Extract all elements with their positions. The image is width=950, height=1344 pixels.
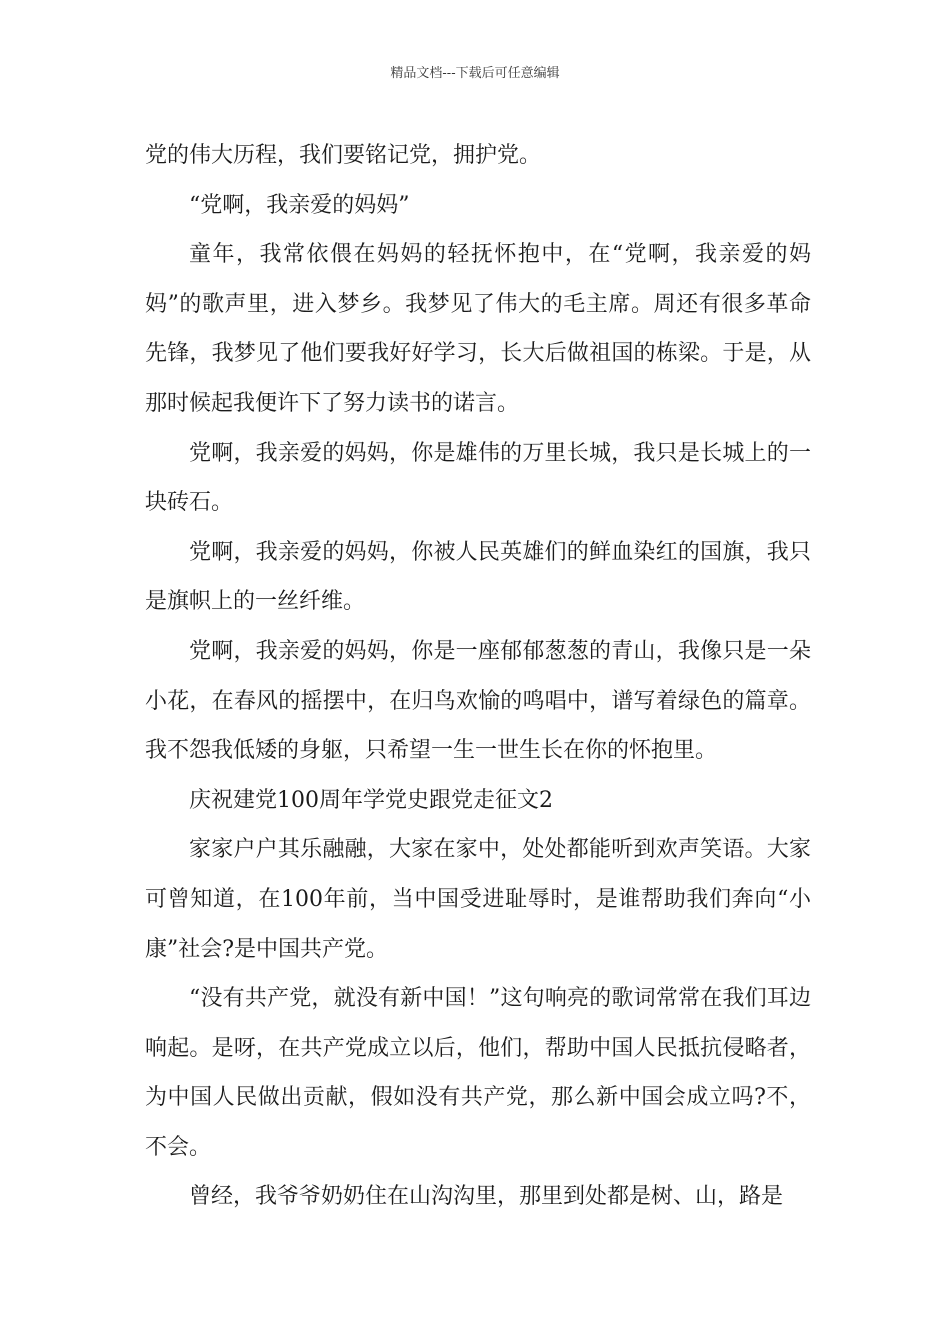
paragraph: 党啊，我亲爱的妈妈，你是一座郁郁葱葱的青山，我像只是一朵小花，在春风的摇摆中，在归鸟欢愉的鸣唱中，谱写着绿色的篇章。我不怨我低矮的身躯，只希望一生一世生长在你的怀抱里。 [145,638,811,764]
paragraph: “没有共产党，就没有新中国！”这句响亮的歌词常常在我们耳边响起。是呀，在共产党成立以后，他们，帮助中国人民抵抗侵略者，为中国人民做出贡献，假如没有共产党，那么新中国会成立吗?不，不会。 [145,986,811,1160]
paragraph: 家家户户其乐融融，大家在家中，处处都能听到欢声笑语。大家可曾知道，在100年前，当中国受进耻辱时，是谁帮助我们奔向“小康”社会?是中国共产党。 [145,837,811,962]
section-title: 庆祝建党100周年学党史跟党走征文2 [189,787,553,813]
paragraph: 童年，我常依偎在妈妈的轻抚怀抱中，在“党啊，我亲爱的妈妈”的歌声里，进入梦乡。我梦见了伟大的毛主席。周还有很多革命先锋，我梦见了他们要我好好学习，长大后做祖国的栋梁。于是，从那时候起我便许下了努力读书的诺言。 [145,242,811,416]
paragraph-quote-heading: “党啊，我亲爱的妈妈” [189,192,410,218]
paragraph: 党啊，我亲爱的妈妈，你被人民英雄们的鲜血染红的国旗，我只是旗帜上的一丝纤维。 [145,539,811,615]
document-body [145,131,811,1222]
paragraph: 党啊，我亲爱的妈妈，你是雄伟的万里长城，我只是长城上的一块砖石。 [145,440,811,516]
paragraph: 曾经，我爷爷奶奶住在山沟沟里，那里到处都是树、山，路是 [189,1184,784,1210]
paragraph-continuation: 党的伟大历程，我们要铭记党，拥护党。 [145,143,542,168]
page-header: 精品文档---下载后可任意编辑 [390,66,560,81]
